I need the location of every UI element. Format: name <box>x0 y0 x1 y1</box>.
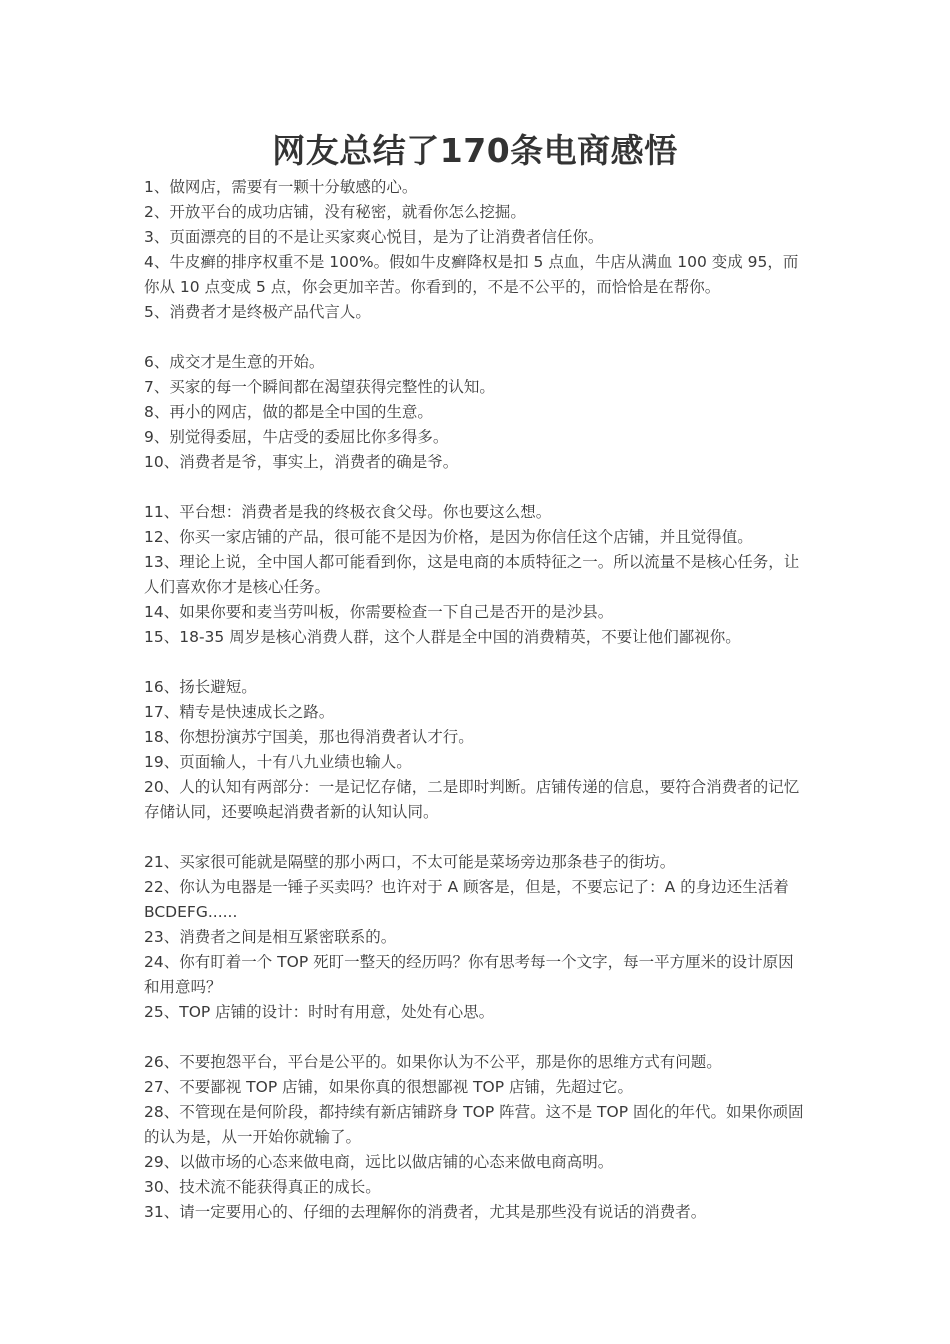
list-item: 7、买家的每一个瞬间都在渴望获得完整性的认知。 <box>144 378 495 396</box>
list-item: 4、牛皮癣的排序权重不是 100%。假如牛皮癣降权是扣 5 点血，牛店从满血 100 变成 95，而你从 10 点变成 5 点，你会更加辛苦。你看到的，不是不公平的，而恰恰是在帮你。 <box>144 253 799 296</box>
paragraph-gap <box>144 825 808 850</box>
list-item: 11、平台想：消费者是我的终极衣食父母。你也要这么想。 <box>144 503 552 521</box>
list-item: 25、TOP 店铺的设计：时时有用意，处处有心思。 <box>144 1003 495 1021</box>
list-item: 24、你有盯着一个 TOP 死盯一整天的经历吗？你有思考每一个文字，每一平方厘米的设计原因和用意吗？ <box>144 953 794 996</box>
list-item: 13、理论上说，全中国人都可能看到你，这是电商的本质特征之一。所以流量不是核心任务，让人们喜欢你才是核心任务。 <box>144 553 800 596</box>
list-item: 18、你想扮演苏宁国美，那也得消费者认才行。 <box>144 728 474 746</box>
list-item: 8、再小的网店，做的都是全中国的生意。 <box>144 403 433 421</box>
list-item: 17、精专是快速成长之路。 <box>144 703 335 721</box>
list-item: 20、人的认知有两部分：一是记忆存储，二是即时判断。店铺传递的信息，要符合消费者的记忆存储认同，还要唤起消费者新的认知认同。 <box>144 778 800 821</box>
list-item: 29、以做市场的心态来做电商，远比以做店铺的心态来做电商高明。 <box>144 1153 614 1171</box>
list-item: 21、买家很可能就是隔壁的那小两口，不太可能是菜场旁边那条巷子的街坊。 <box>144 853 676 871</box>
list-item: 22、你认为电器是一锤子买卖吗？也许对于 A 顾客是，但是，不要忘记了：A 的身边还生活着 BCDEFG...... <box>144 878 794 921</box>
paragraph-gap <box>144 650 808 675</box>
list-item: 3、页面漂亮的目的不是让买家爽心悦目，是为了让消费者信任你。 <box>144 228 604 246</box>
list-item: 9、别觉得委屈，牛店受的委屈比你多得多。 <box>144 428 449 446</box>
paragraph-gap <box>144 1025 808 1050</box>
list-item: 30、技术流不能获得真正的成长。 <box>144 1178 381 1196</box>
list-item: 12、你买一家店铺的产品，很可能不是因为价格，是因为你信任这个店铺，并且觉得值。 <box>144 528 753 546</box>
document-title: 网友总结了170条电商感悟 <box>272 131 678 170</box>
list-item: 16、扬长避短。 <box>144 678 257 696</box>
document-body <box>144 175 808 1225</box>
list-item: 6、成交才是生意的开始。 <box>144 353 325 371</box>
list-item: 31、请一定要用心的、仔细的去理解你的消费者，尤其是那些没有说话的消费者。 <box>144 1203 707 1221</box>
list-item: 15、18-35 周岁是核心消费人群，这个人群是全中国的消费精英，不要让他们鄙视你。 <box>144 628 741 646</box>
list-item: 23、消费者之间是相互紧密联系的。 <box>144 928 397 946</box>
list-item: 27、不要鄙视 TOP 店铺，如果你真的很想鄙视 TOP 店铺，先超过它。 <box>144 1078 633 1096</box>
list-item: 26、不要抱怨平台，平台是公平的。如果你认为不公平，那是你的思维方式有问题。 <box>144 1053 722 1071</box>
list-item: 19、页面输人，十有八九业绩也输人。 <box>144 753 412 771</box>
list-item: 10、消费者是爷，事实上，消费者的确是爷。 <box>144 453 459 471</box>
list-item: 5、消费者才是终极产品代言人。 <box>144 303 371 321</box>
list-item: 28、不管现在是何阶段，都持续有新店铺跻身 TOP 阵营。这不是 TOP 固化的年代。如果你顽固的认为是，从一开始你就输了。 <box>144 1103 804 1146</box>
paragraph-gap <box>144 325 808 350</box>
paragraph-gap <box>144 475 808 500</box>
list-item: 1、做网店，需要有一颗十分敏感的心。 <box>144 178 418 196</box>
list-item: 2、开放平台的成功店铺，没有秘密，就看你怎么挖掘。 <box>144 203 526 221</box>
list-item: 14、如果你要和麦当劳叫板，你需要检查一下自己是否开的是沙县。 <box>144 603 614 621</box>
